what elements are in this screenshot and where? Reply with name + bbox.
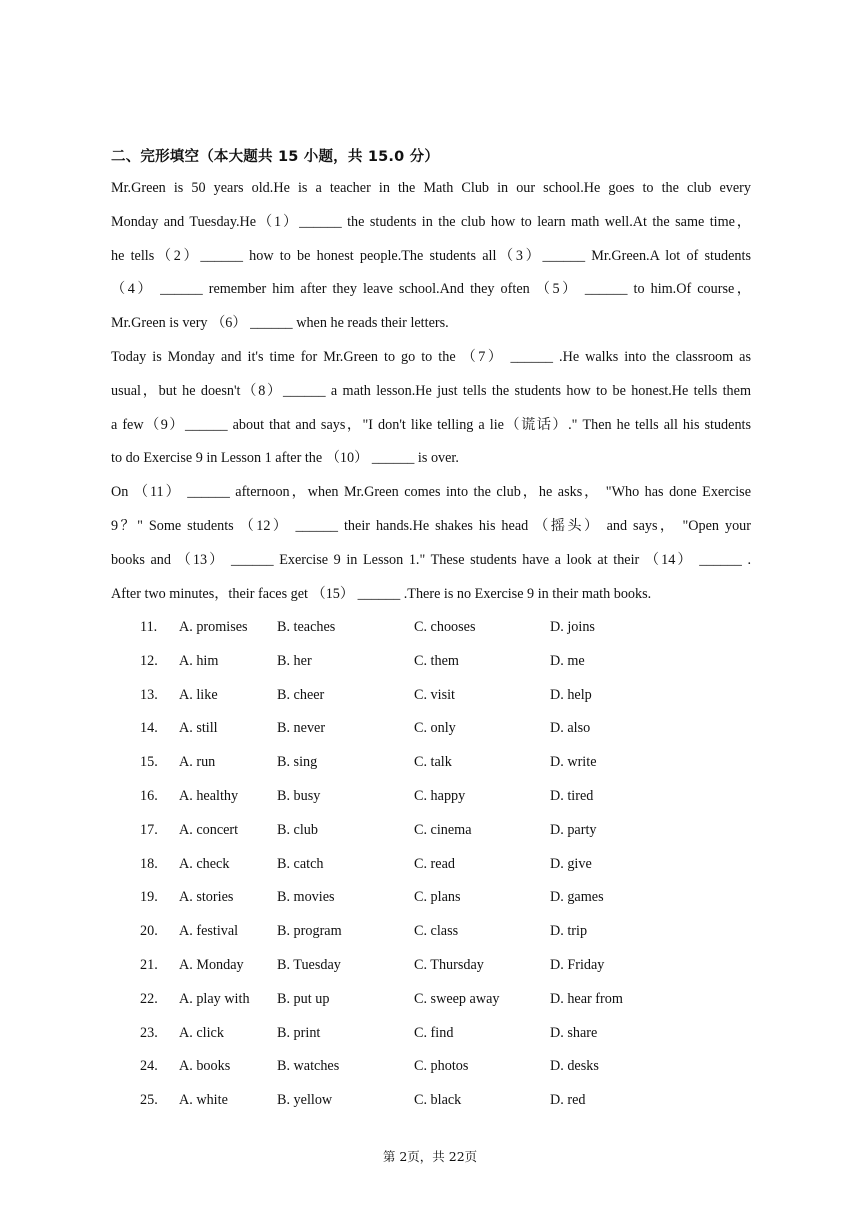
passage-line: to do Exercise 9 in Lesson 1 after the （10） ______ is over. — [111, 450, 459, 467]
option-d: D. hear from — [550, 990, 623, 1007]
question-number: 24. — [140, 1058, 158, 1075]
option-d: D. party — [550, 821, 597, 838]
option-c: C. plans — [414, 889, 461, 906]
question-options-row — [111, 712, 751, 746]
question-options-row — [111, 611, 751, 645]
option-c: C. visit — [414, 686, 455, 703]
option-a: A. concert — [179, 821, 239, 838]
option-c: C. only — [414, 720, 456, 737]
question-options-row — [111, 679, 751, 713]
question-number: 21. — [140, 956, 158, 973]
option-a: A. still — [179, 720, 218, 737]
option-b: B. movies — [277, 889, 335, 906]
question-options-row — [111, 814, 751, 848]
option-a: A. books — [179, 1058, 231, 1075]
question-options-row — [111, 848, 751, 882]
option-b: B. never — [277, 720, 326, 737]
question-options-row — [111, 983, 751, 1017]
option-d: D. tired — [550, 787, 594, 804]
option-c: C. chooses — [414, 619, 476, 635]
option-c: C. happy — [414, 787, 466, 804]
option-d: D. me — [550, 652, 585, 669]
option-b: B. put up — [277, 990, 330, 1007]
question-number: 12. — [140, 652, 158, 669]
passage-line: 9？" Some students （12） ______ their hands.He shakes his head （摇头） and says， "Open your — [111, 517, 751, 534]
question-number: 20. — [140, 923, 158, 940]
option-d: D. games — [550, 889, 604, 906]
option-b: B. program — [277, 923, 342, 940]
question-number: 14. — [140, 720, 158, 737]
passage-line: usual，but he doesn't（8）______ a math lesson.He just tells the students how to be honest.He tells them — [111, 382, 751, 399]
question-number: 23. — [140, 1024, 158, 1041]
option-c: C. photos — [414, 1058, 469, 1075]
question-number: 19. — [140, 889, 158, 906]
question-number: 11. — [140, 619, 158, 635]
cloze-passage — [111, 172, 751, 611]
option-b: B. catch — [277, 855, 324, 872]
option-d: D. also — [550, 720, 591, 737]
option-c: C. class — [414, 923, 459, 940]
option-c: C. black — [414, 1092, 462, 1109]
question-options-row — [111, 1017, 751, 1051]
question-number: 13. — [140, 686, 158, 703]
question-options-row — [111, 645, 751, 679]
option-d: D. trip — [550, 923, 588, 940]
section-title: 二、完形填空（本大题共 15 小题，共 15.0 分） — [111, 149, 440, 165]
option-d: D. desks — [550, 1058, 599, 1075]
option-d: D. red — [550, 1092, 586, 1109]
option-c: C. find — [414, 1024, 454, 1041]
option-a: A. him — [179, 652, 219, 669]
option-a: A. run — [179, 754, 216, 771]
passage-line: （4） ______ remember him after they leave school.And they often （5） ______ to him.Of course， — [111, 281, 751, 298]
option-d: D. help — [550, 686, 592, 703]
option-b: B. Tuesday — [277, 956, 341, 973]
question-options-row — [111, 746, 751, 780]
option-d: D. joins — [550, 619, 595, 635]
option-a: A. check — [179, 855, 230, 872]
option-d: D. write — [550, 754, 597, 771]
option-c: C. sweep away — [414, 990, 500, 1007]
question-options-row — [111, 881, 751, 915]
passage-line: Mr.Green is very （6） ______ when he reads their letters. — [111, 315, 449, 332]
option-d: D. give — [550, 855, 592, 872]
option-b: B. her — [277, 652, 312, 669]
option-c: C. read — [414, 855, 455, 872]
option-a: A. festival — [179, 923, 239, 940]
option-d: D. share — [550, 1024, 598, 1041]
question-options-row — [111, 949, 751, 983]
option-b: B. sing — [277, 754, 318, 771]
option-b: B. cheer — [277, 686, 325, 703]
question-number: 18. — [140, 855, 158, 872]
question-number: 25. — [140, 1092, 158, 1109]
option-a: A. white — [179, 1092, 228, 1109]
option-a: A. play with — [179, 990, 250, 1007]
question-number: 22. — [140, 990, 158, 1007]
option-a: A. healthy — [179, 787, 239, 804]
question-options-row — [111, 1050, 751, 1084]
page-footer: 第 2页，共 22页 — [382, 1149, 478, 1164]
option-c: C. them — [414, 652, 459, 669]
passage-line: books and （13） ______ Exercise 9 in Lesson 1." These students have a look at their （14） ______ . — [111, 551, 751, 568]
passage-line: On （11） ______ afternoon，when Mr.Green comes into the club，he asks， "Who has done Exercise — [111, 484, 751, 501]
passage-line: he tells（2）______ how to be honest people.The students all（3）______ Mr.Green.A lot of students — [111, 247, 751, 264]
option-b: B. print — [277, 1024, 321, 1041]
question-number: 16. — [140, 787, 158, 804]
option-d: D. Friday — [550, 956, 605, 973]
option-a: A. like — [179, 686, 218, 703]
question-number: 15. — [140, 754, 158, 771]
option-c: C. Thursday — [414, 956, 484, 973]
option-b: B. club — [277, 821, 318, 838]
option-a: A. promises — [179, 619, 248, 635]
question-options-row — [111, 1084, 751, 1118]
option-b: B. busy — [277, 787, 321, 804]
passage-line: After two minutes，their faces get （15） ______ .There is no Exercise 9 in their math books. — [111, 585, 652, 602]
option-a: A. Monday — [179, 956, 244, 973]
passage-line: a few（9）______ about that and says，"I don't like telling a lie（谎话）." Then he tells all his students — [111, 416, 751, 433]
question-options-row — [111, 780, 751, 814]
question-options-row — [111, 915, 751, 949]
option-b: B. yellow — [277, 1092, 333, 1109]
option-c: C. talk — [414, 754, 452, 771]
option-a: A. click — [179, 1024, 224, 1041]
passage-line: Today is Monday and it's time for Mr.Green to go to the （7） ______ .He walks into the classroom as — [111, 348, 751, 365]
option-b: B. teaches — [277, 619, 336, 635]
option-c: C. cinema — [414, 821, 472, 838]
option-a: A. stories — [179, 889, 234, 906]
passage-line: Mr.Green is 50 years old.He is a teacher in the Math Club in our school.He goes to the club every — [111, 180, 751, 196]
answer-options-list — [111, 611, 751, 1118]
question-number: 17. — [140, 821, 158, 838]
passage-line: Monday and Tuesday.He（1）______ the students in the club how to learn math well.At the same time， — [111, 213, 751, 230]
option-b: B. watches — [277, 1058, 340, 1075]
